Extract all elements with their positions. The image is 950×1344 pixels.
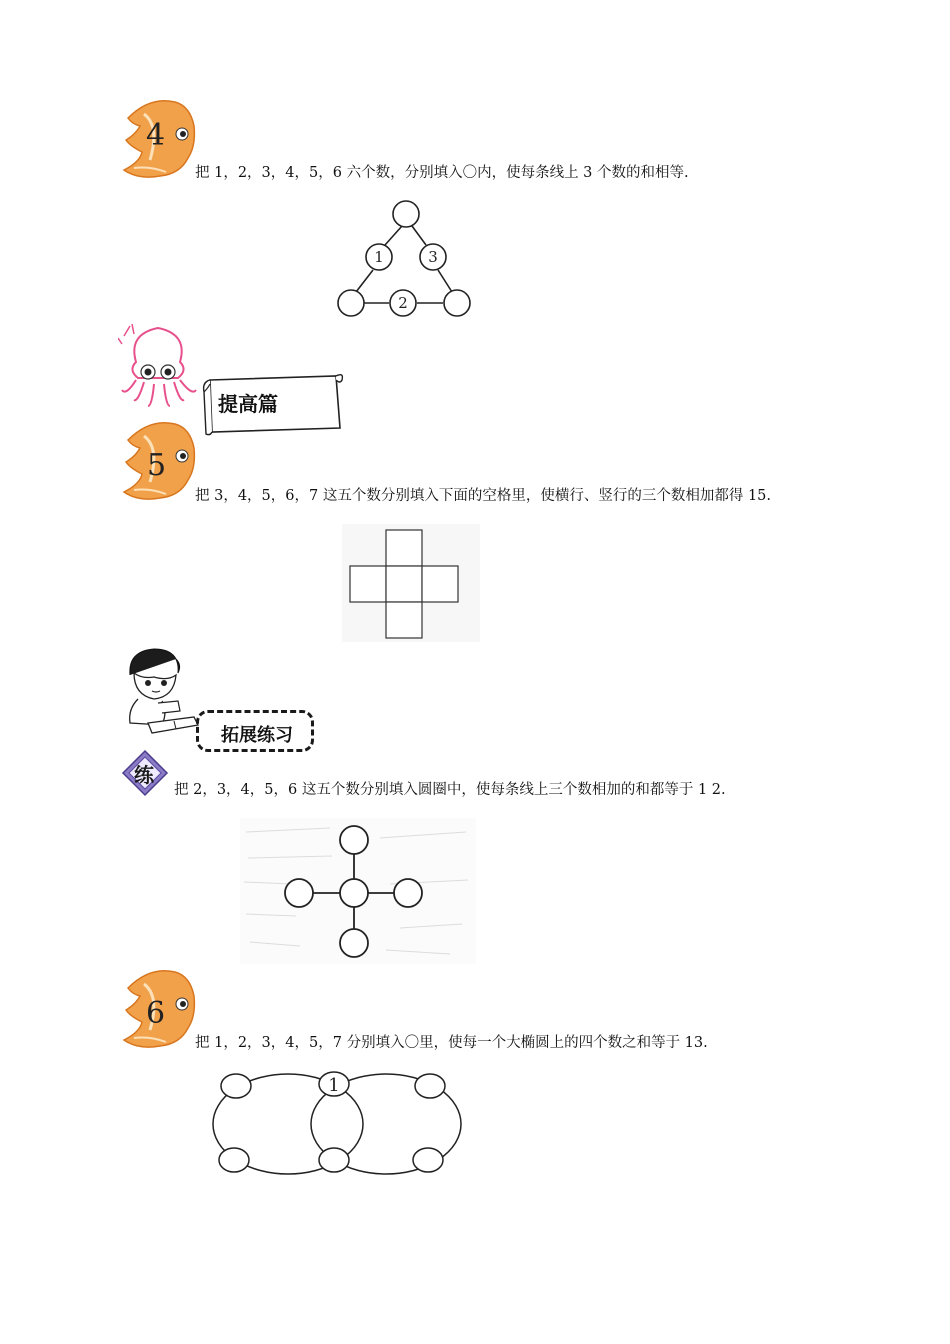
problem-text: 把 1，2，3，4，5，6 六个数，分别填入〇内，使每条线上 3 个数的和相等.	[195, 165, 689, 181]
small-circle	[415, 1074, 445, 1098]
bottom-right-circle	[444, 290, 470, 316]
grid-cell	[350, 566, 386, 602]
top-circle	[393, 201, 419, 227]
circle-label: 2	[398, 294, 408, 312]
problem-text: 把 3，4，5，6，7 这五个数分别填入下面的空格里，使横行、竖行的三个数相加都得 15.	[195, 488, 772, 504]
grid-cell	[422, 566, 458, 602]
small-circle	[413, 1148, 443, 1172]
circle-label: 3	[428, 248, 438, 266]
two-ellipses-figure	[208, 1064, 468, 1182]
puzzle-circle	[285, 879, 313, 907]
section-title: 提高篇	[218, 392, 278, 416]
small-circle	[319, 1148, 349, 1172]
circle-label: 1	[374, 248, 384, 266]
puzzle-circle	[340, 929, 368, 957]
problem-number: 6	[146, 996, 166, 1031]
cross-grid-figure	[342, 524, 480, 642]
problem-number: 5	[147, 448, 167, 483]
puzzle-circle	[340, 879, 368, 907]
grid-cell	[386, 566, 422, 602]
boy-reading-illustration	[118, 645, 200, 737]
section-banner-advanced	[200, 370, 345, 438]
grid-cell	[386, 602, 422, 638]
problem-text: 把 1，2，3，4，5，7 分别填入〇里，使每一个大椭圆上的四个数之和等于 13.	[195, 1035, 708, 1051]
section-banner-extension	[196, 710, 314, 752]
small-circle	[221, 1074, 251, 1098]
cross-circle-figure	[240, 818, 476, 964]
bottom-left-circle	[338, 290, 364, 316]
small-circle	[219, 1148, 249, 1172]
section-title: 拓展练习	[221, 725, 293, 746]
squid-mascot-icon	[118, 322, 200, 410]
triangle-circle-figure	[330, 192, 480, 322]
puzzle-circle	[394, 879, 422, 907]
circle-label: 1	[328, 1075, 340, 1096]
problem-number: 4	[146, 118, 166, 153]
puzzle-circle	[340, 826, 368, 854]
practice-text: 把 2，3，4，5，6 这五个数分别填入圆圈中，使每条线上三个数相加的和都等于 1 2.	[174, 782, 726, 798]
practice-badge-label: 练	[134, 763, 154, 787]
grid-cell	[386, 530, 422, 566]
